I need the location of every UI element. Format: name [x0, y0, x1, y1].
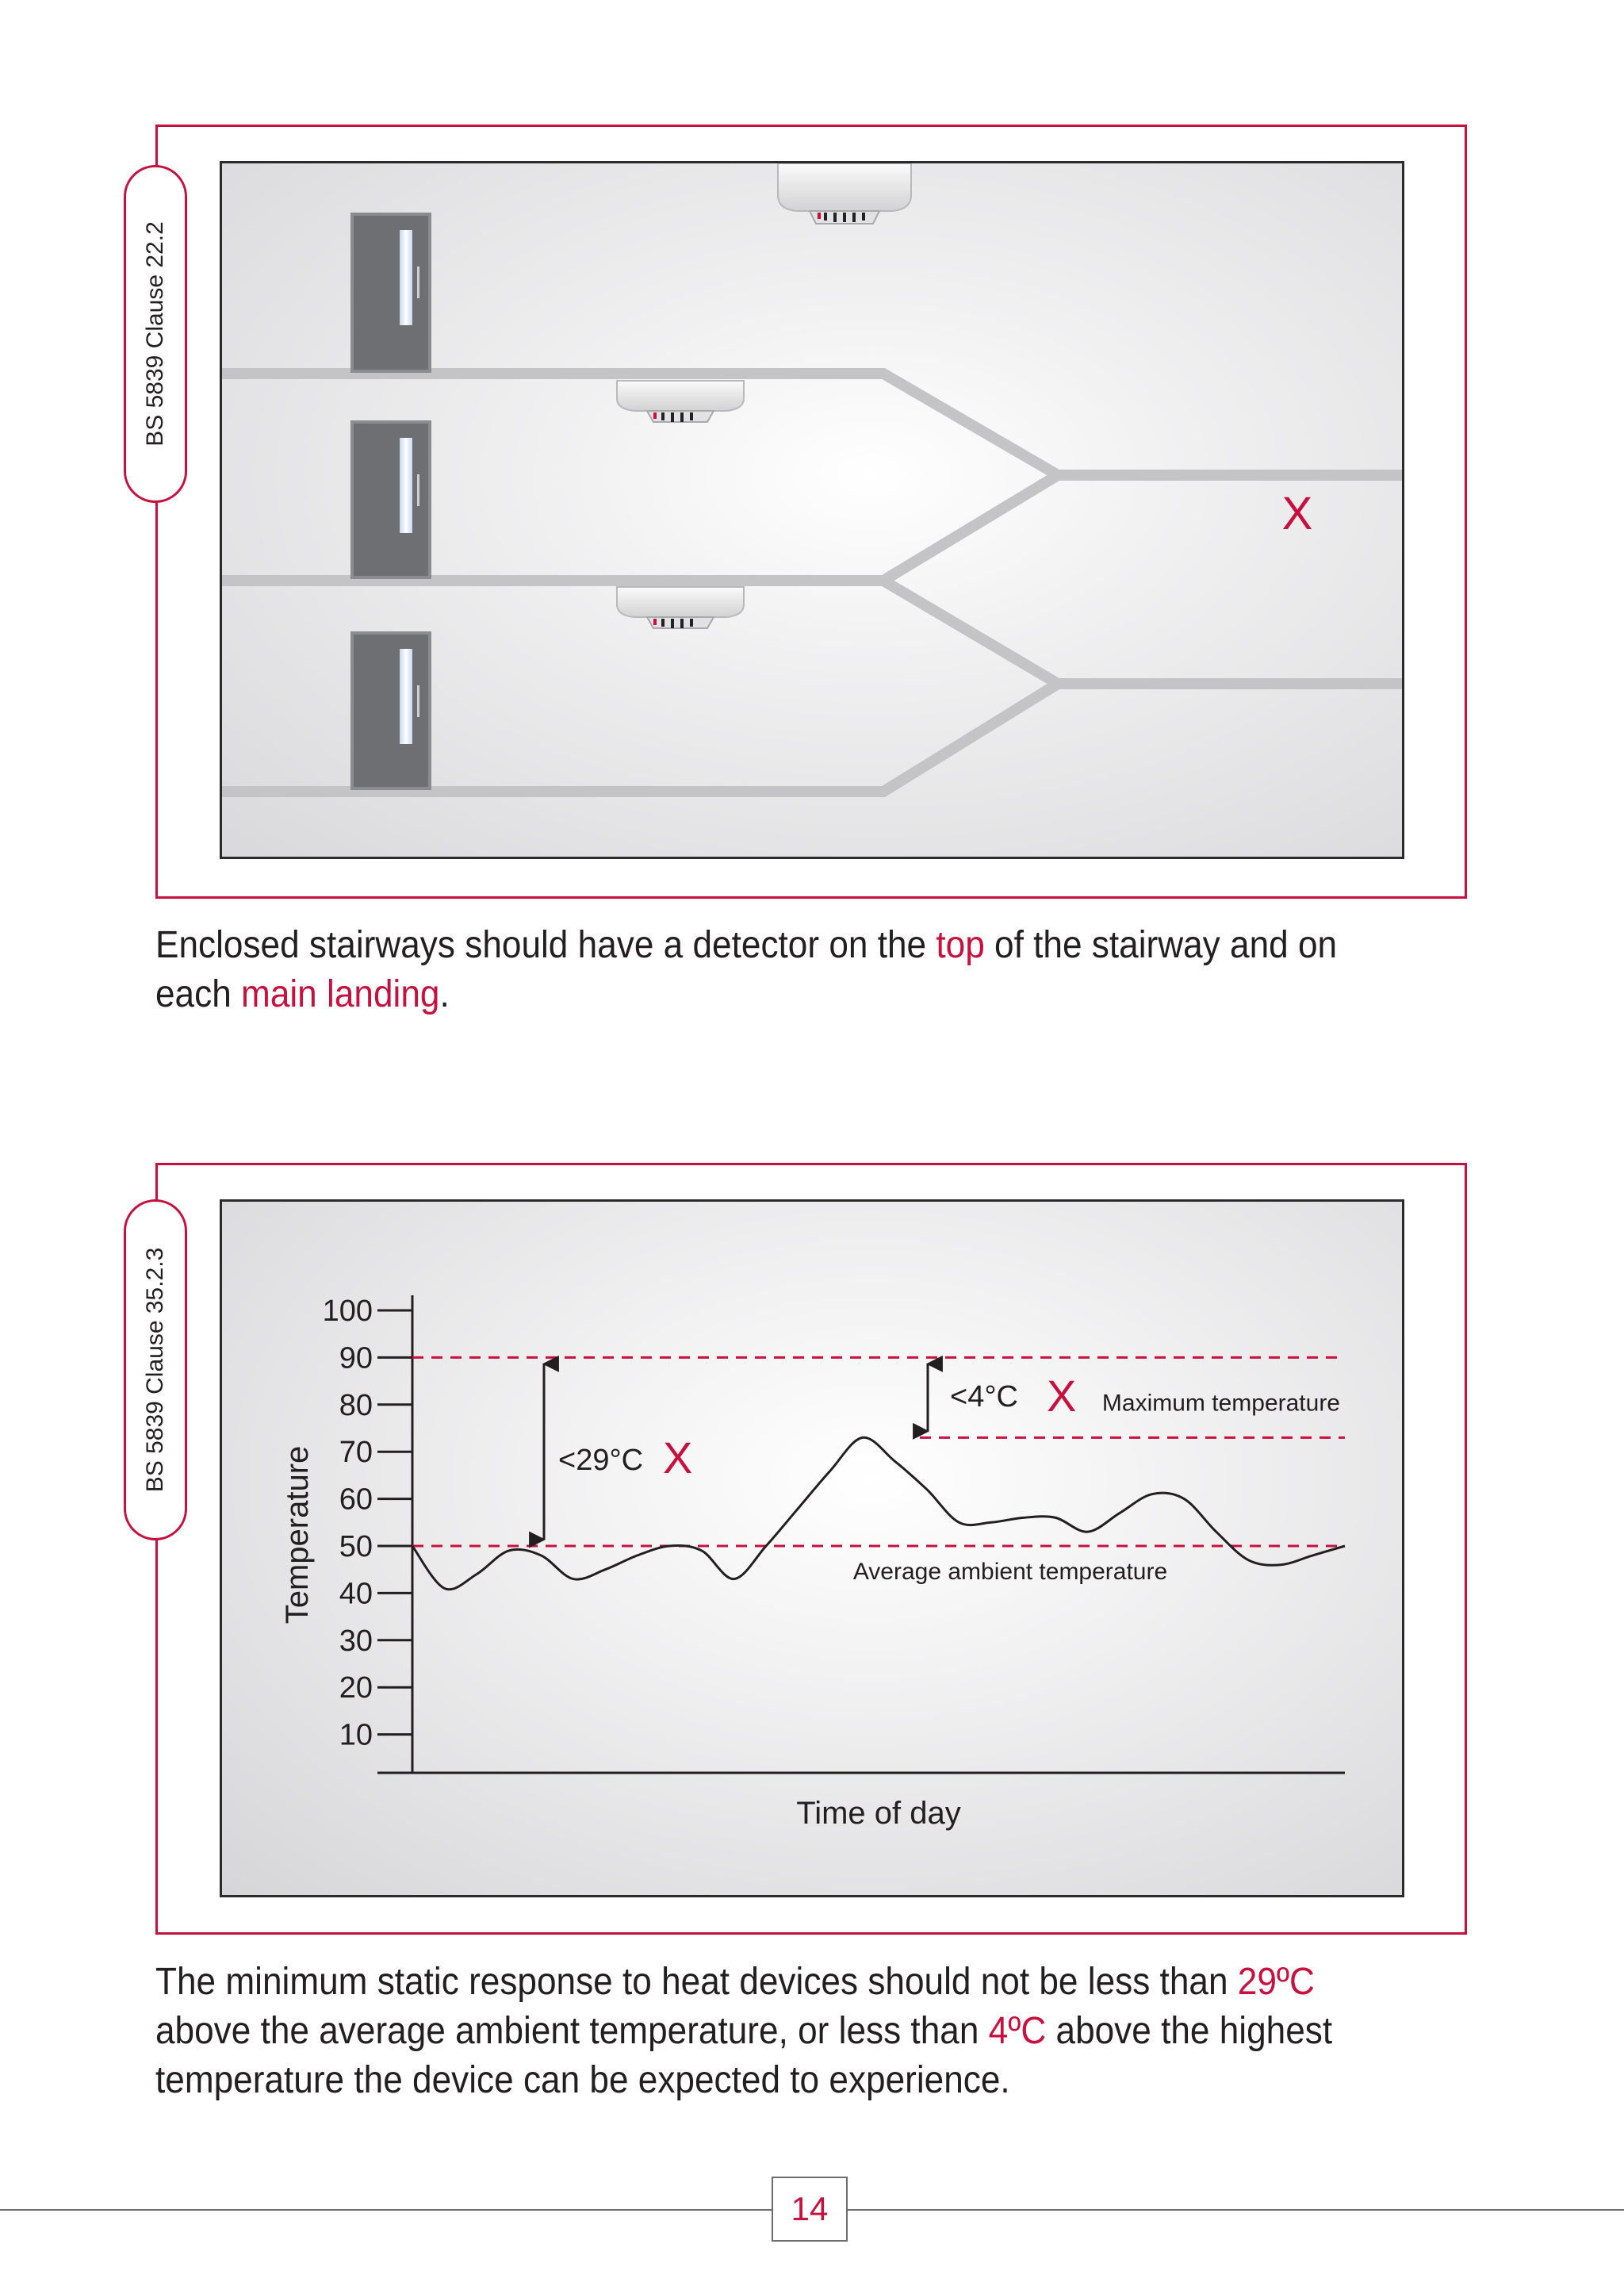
- smoke-detector-icon: [617, 381, 744, 422]
- y-tick-label: 10: [339, 1718, 373, 1752]
- clause-label-35-2-3: [124, 1199, 187, 1540]
- highlight-29c: 29ºC: [1237, 1961, 1315, 2003]
- annotation-4c-label: <4°C: [950, 1380, 1018, 1414]
- heat-device-caption: The minimum static response to heat devices should not be less than 29ºC above the average ambient temperature, or less than 4ºC above the highest temperature the device can be expected to experience.: [155, 1961, 1333, 2101]
- average-ambient-label: Average ambient temperature: [852, 1559, 1168, 1585]
- clause-label-text: BS 5839 Clause 35.2.3: [142, 1247, 168, 1493]
- door-icon: [352, 214, 430, 371]
- stairway-illustration: [220, 161, 1404, 859]
- maximum-temperature-label: Maximum temperature: [1101, 1390, 1340, 1417]
- clause-label-text: BS 5839 Clause 22.2: [142, 221, 168, 447]
- temperature-chart-panel: [220, 1199, 1404, 1897]
- page-number: 14: [772, 2177, 848, 2242]
- smoke-detector-icon: [778, 163, 911, 224]
- clause-label-22-2: [124, 165, 187, 503]
- highlight-top: top: [936, 924, 985, 966]
- y-tick-label: 50: [339, 1530, 373, 1563]
- annotation-4c-marker: X: [1047, 1371, 1077, 1421]
- temperature-chart: [222, 1202, 1402, 1895]
- y-tick-label: 60: [339, 1483, 373, 1517]
- annotation-29c-label: <29°C: [558, 1444, 644, 1477]
- door-icon: [352, 633, 430, 788]
- smoke-detector-icon: [617, 587, 744, 628]
- x-axis-label: Time of day: [796, 1796, 961, 1831]
- y-tick-label: 90: [339, 1341, 373, 1375]
- y-tick-label: 70: [339, 1436, 373, 1470]
- no-detector-marker: X: [1281, 488, 1313, 539]
- y-tick-label: 40: [339, 1577, 373, 1611]
- reference-lines: [412, 1357, 1345, 1585]
- y-tick-label: 100: [322, 1295, 373, 1328]
- chart-axes: [280, 1295, 1345, 1831]
- door-icon: [352, 422, 430, 577]
- highlight-main-landing: main landing: [241, 973, 440, 1015]
- annotation-29c-marker: X: [663, 1433, 693, 1483]
- stairway-caption: Enclosed stairways should have a detector on the top of the stairway and on each main landing.: [155, 924, 1338, 1015]
- highlight-4c: 4ºC: [988, 2010, 1047, 2052]
- y-tick-label: 30: [339, 1624, 373, 1658]
- y-tick-label: 80: [339, 1388, 373, 1422]
- y-tick-label: 20: [339, 1671, 373, 1705]
- y-axis-label: Temperature: [280, 1445, 315, 1624]
- chart-annotations: [544, 1364, 1076, 1540]
